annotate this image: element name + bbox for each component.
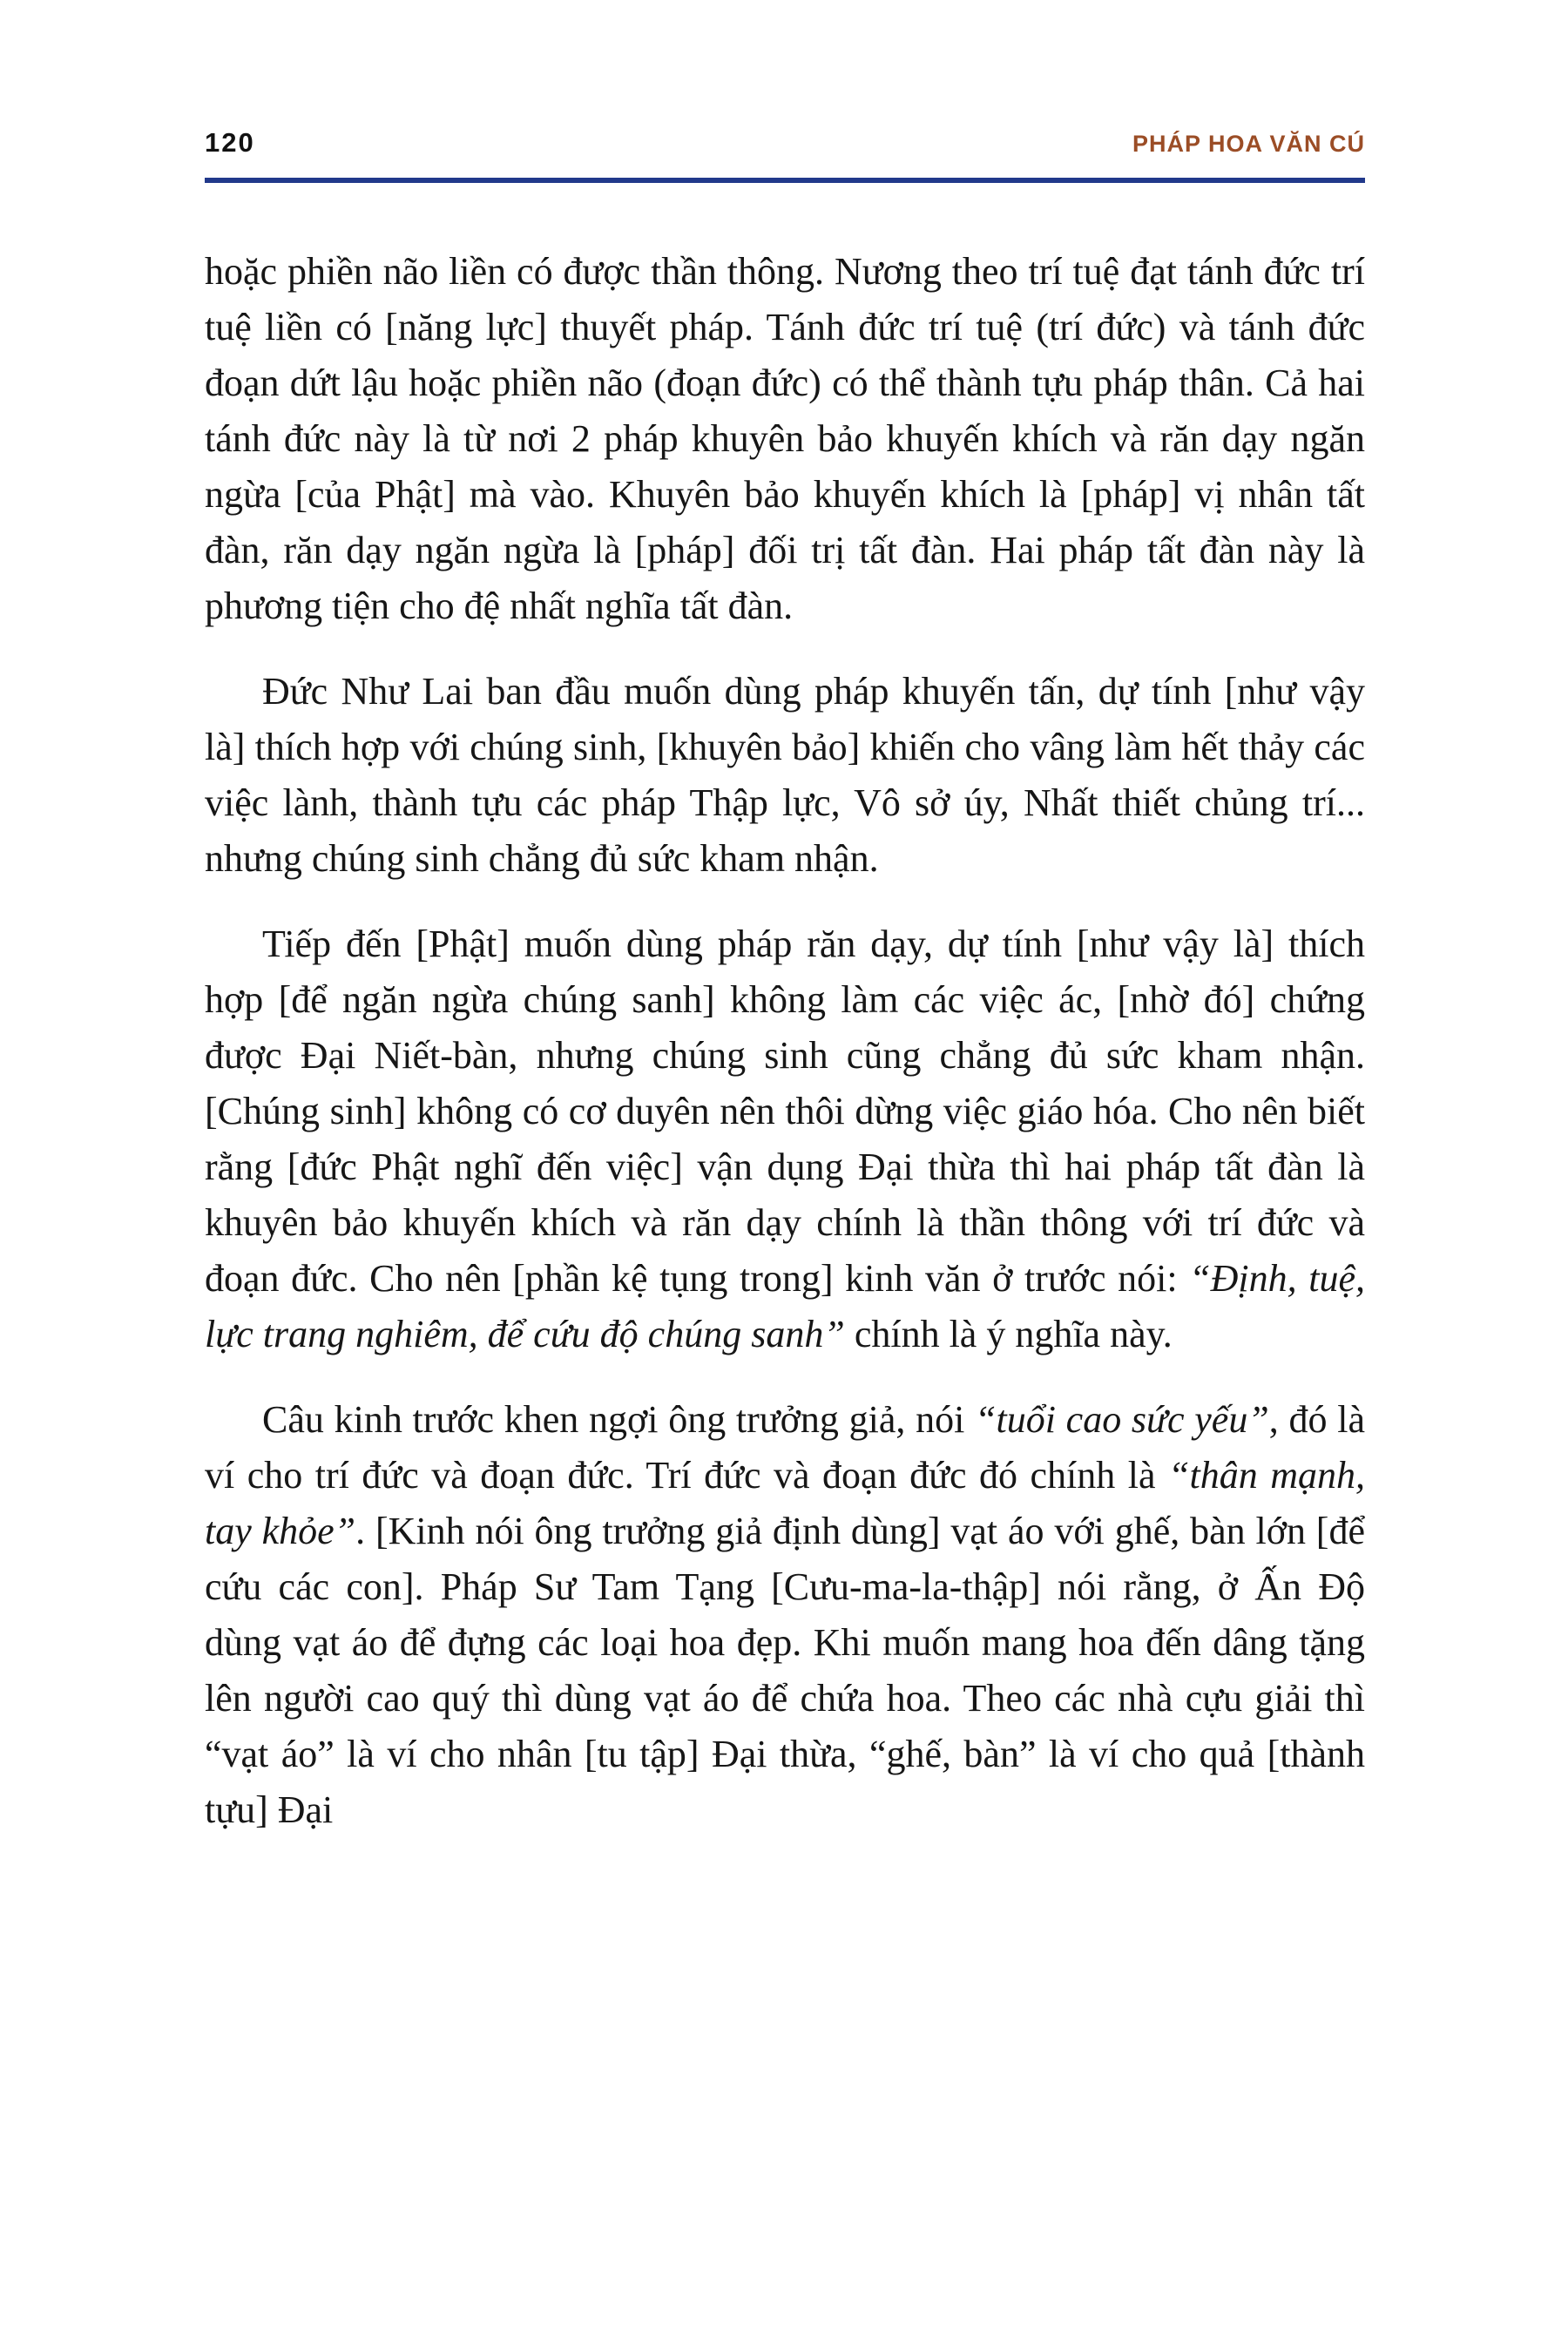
paragraph — [205, 664, 1365, 887]
page-header — [205, 127, 1365, 159]
italic-run: “Định, tuệ, lực trang nghiêm, để cứu độ chúng sanh” — [205, 1257, 1365, 1355]
text-run: . [Kinh nói ông trưởng giả định dùng] vạt áo với ghế, bàn lớn [để cứu các con]. Pháp Sư Tam Tạng [Cưu-ma-la-thập] nói rằng, ở Ấn Độ dùng vạt áo để đựng các loại hoa đẹp. Khi muốn mang hoa đến dâng tặng lên người cao quý thì dùng vạt áo để chứa hoa. Theo các nhà cựu giải thì “vạt áo” là ví cho nhân [tu tập] Đại thừa, “ghế, bàn” là ví cho quả [thành tựu] Đại — [205, 1510, 1365, 1831]
italic-run: “thân mạnh, tay khỏe” — [205, 1454, 1365, 1552]
page-number: 120 — [205, 127, 255, 158]
text-run: Câu kinh trước khen ngợi ông trưởng giả, nói — [262, 1398, 976, 1441]
italic-run: “tuổi cao sức yếu” — [975, 1398, 1269, 1441]
text-run: Tiếp đến [Phật] muốn dùng pháp răn dạy, dự tính [như vậy là] thích hợp [để ngăn ngừa chúng sanh] không làm các việc ác, [nhờ đó] chứng được Đại Niết-bàn, nhưng chúng sinh cũng chẳng đủ sức kham nhận. [Chúng sinh] không có cơ duyên nên thôi dừng việc giáo hóa. Cho nên biết rằng [đức Phật nghĩ đến việc] vận dụng Đại thừa thì hai pháp tất đàn là khuyên bảo khuyến khích và răn dạy chính là thần thông với trí đức và đoạn đức. Cho nên [phần kệ tụng trong] kinh văn ở trước nói: — [205, 923, 1365, 1300]
paragraph — [205, 1392, 1365, 1838]
text-run: chính là ý nghĩa này. — [844, 1313, 1173, 1355]
text-run: hoặc phiền não liền có được thần thông. Nương theo trí tuệ đạt tánh đức trí tuệ liền có [năng lực] thuyết pháp. Tánh đức trí tuệ (trí đức) và tánh đức đoạn dứt lậu hoặc phiền não (đoạn đức) có thể thành tựu pháp thân. Cả hai tánh đức này là từ nơi 2 pháp khuyên bảo khuyến khích và răn dạy ngăn ngừa [của Phật] mà vào. Khuyên bảo khuyến khích là [pháp] vị nhân tất đàn, răn dạy ngăn ngừa là [pháp] đối trị tất đàn. Hai pháp tất đàn này là phương tiện cho đệ nhất nghĩa tất đàn. — [205, 250, 1365, 627]
running-title: PHÁP HOA VĂN CÚ — [1132, 131, 1365, 157]
paragraph — [205, 916, 1365, 1362]
header-rule — [205, 178, 1365, 183]
text-run: , đó là ví cho trí đức và đoạn đức. Trí đức và đoạn đức đó chính là — [205, 1398, 1365, 1497]
body-text — [205, 244, 1365, 1868]
text-run: Đức Như Lai ban đầu muốn dùng pháp khuyến tấn, dự tính [như vậy là] thích hợp với chúng sinh, [khuyên bảo] khiến cho vâng làm hết thảy các việc lành, thành tựu các pháp Thập lực, Vô sở úy, Nhất thiết chủng trí... nhưng chúng sinh chẳng đủ sức kham nhận. — [205, 670, 1365, 880]
paragraph — [205, 244, 1365, 634]
